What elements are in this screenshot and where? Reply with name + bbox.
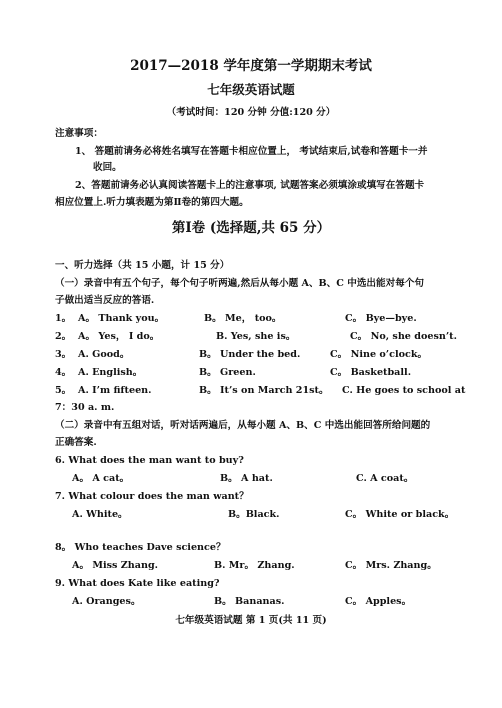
- option-b: B。 Green.: [199, 367, 256, 378]
- option-c: C. He goes to school at: [342, 385, 466, 396]
- option-b: B。Black.: [228, 509, 280, 520]
- listening-heading: 一、听力选择（共 15 小题，计 15 分）: [55, 260, 230, 271]
- option-a: A. White。: [72, 509, 128, 520]
- question-text: 9. What does Kate like eating?: [55, 578, 220, 589]
- question-number: 2。: [55, 331, 72, 342]
- part2-instructions-line-2: 正确答案.: [55, 437, 97, 448]
- note-1-line-2: 收回。: [93, 162, 122, 173]
- option-a: A. Good。: [78, 349, 130, 360]
- option-c: C. A coat。: [356, 473, 414, 484]
- volume-title: 第Ⅰ卷 (选择题,共 65 分）: [171, 220, 331, 236]
- question-number: 5。: [55, 385, 72, 396]
- option-b: B。 Under the bed.: [199, 349, 301, 360]
- part1-instructions-line-1: （一）录音中有五个句子，每个句子听两遍,然后从每小题 A、B、C 中选出能对每个句: [55, 278, 424, 289]
- option-a: A. English。: [78, 367, 143, 378]
- page-footer: 七年级英语试题 第 1 页(共 11 页): [175, 615, 327, 626]
- question-text: 8。 Who teaches Dave science？: [55, 542, 226, 553]
- exam-subject: 七年级英语试题: [207, 82, 295, 97]
- option-b: B。 A hat.: [220, 473, 273, 484]
- question-text: 7. What colour does the man want？: [55, 491, 249, 502]
- note-2-line-2: 相应位置上.听力填表题为第Ⅱ卷的第四大题。: [55, 197, 249, 208]
- option-c: C。 Mrs. Zhang。: [345, 560, 437, 571]
- option-c-continued: 7：30 a. m.: [55, 402, 115, 413]
- option-b: B. Yes, she is。: [216, 331, 296, 342]
- option-a: A。 Miss Zhang.: [72, 560, 159, 571]
- notes-heading: 注意事项：: [55, 128, 103, 139]
- option-c: C。 No, she doesn’t.: [350, 331, 457, 342]
- option-b: B。 Me， too。: [204, 313, 282, 324]
- option-b: B. Mr。 Zhang.: [214, 560, 295, 571]
- option-c: C。 Apples。: [345, 596, 412, 607]
- question-text: 6. What does the man want to buy?: [55, 455, 244, 466]
- option-a: A. I’m fifteen.: [78, 385, 152, 396]
- option-a: A。 Yes， I do。: [78, 331, 160, 342]
- question-number: 3。: [55, 349, 72, 360]
- option-c: C。 Nine o’clock。: [330, 349, 428, 360]
- option-a: A. Oranges。: [72, 596, 141, 607]
- question-number: 1。: [55, 313, 72, 324]
- option-b: B。 It’s on March 21st。: [199, 385, 329, 396]
- option-b: B。 Bananas.: [214, 596, 285, 607]
- note-2-line-1: 2、答题前请务必认真阅读答题卡上的注意事项, 试题答案必须填涂或填写在答题卡: [75, 180, 425, 191]
- option-a: A。 A cat。: [72, 473, 130, 484]
- option-a: A。 Thank you。: [78, 313, 165, 324]
- note-1-line-1: 1、 答题前请务必将姓名填写在答题卡相应位置上， 考试结束后,试卷和答题卡一并: [75, 146, 428, 157]
- option-c: C。 Bye—bye.: [345, 313, 417, 324]
- part1-instructions-line-2: 子做出适当反应的答语.: [55, 295, 155, 306]
- exam-title: 2017—2018 学年度第一学期期末考试: [130, 58, 372, 74]
- exam-info: （考试时间：120 分钟 分值:120 分）: [166, 107, 336, 118]
- option-c: C。 Basketball.: [330, 367, 412, 378]
- part2-instructions-line-1: （二）录音中有五组对话，听对话两遍后，从每小题 A、B、C 中选出能回答所给问题的: [55, 420, 431, 431]
- question-number: 4。: [55, 367, 72, 378]
- option-c: C。 White or black。: [345, 509, 455, 520]
